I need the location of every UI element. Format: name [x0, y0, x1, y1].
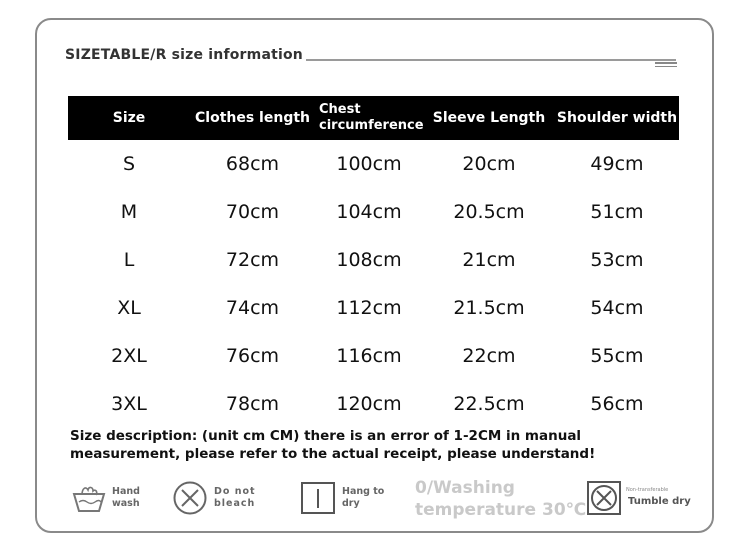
hang-dry-label-line1: Hang to [342, 486, 385, 497]
washing-temperature [415, 477, 586, 521]
no-bleach-label-line1: Do not [214, 486, 256, 497]
column-header-clothes-length: Clothes length [190, 96, 315, 140]
table-cell: 78cm [225, 393, 280, 415]
size-description: Size description: (unit cm CM) there is an error of 1-2CM in manual measurement, please refer to the actual receipt, please understand! [70, 428, 596, 462]
table-row [68, 188, 679, 236]
table-cell: 20.5cm [453, 201, 525, 223]
size-cell: XL [117, 297, 141, 319]
table-cell: 22.5cm [453, 393, 525, 415]
care-hand-wash [72, 478, 140, 518]
size-cell: 2XL [111, 345, 147, 367]
table-cell: 55cm [590, 345, 644, 367]
column-header-chest: Chest circumference [315, 96, 423, 140]
table-row [68, 284, 679, 332]
table-cell: 22cm [462, 345, 516, 367]
size-table [68, 96, 679, 428]
table-cell: 76cm [225, 345, 280, 367]
table-cell: 70cm [225, 201, 280, 223]
care-hang-dry [300, 478, 384, 518]
table-cell: 74cm [225, 297, 280, 319]
table-cell: 20cm [462, 153, 516, 175]
size-cell: S [122, 153, 136, 175]
column-header-sleeve-length: Sleeve Length [423, 96, 555, 140]
column-header-shoulder-width: Shoulder width [555, 96, 679, 140]
table-row [68, 332, 679, 380]
menu-lines-icon [655, 62, 677, 68]
no-bleach-icon [172, 480, 208, 516]
table-cell: 112cm [336, 297, 402, 319]
table-cell: 68cm [225, 153, 280, 175]
table-cell: 53cm [590, 249, 644, 271]
column-header-size: Size [68, 96, 190, 140]
table-cell: 51cm [590, 201, 644, 223]
size-cell: M [120, 201, 138, 223]
table-header-row [68, 96, 679, 140]
non-transferable-label: Non-transferable [626, 487, 669, 493]
table-cell: 49cm [590, 153, 644, 175]
table-cell: 21cm [462, 249, 516, 271]
table-cell: 116cm [336, 345, 402, 367]
care-no-bleach [172, 478, 256, 518]
hand-wash-label-line1: Hand [112, 486, 140, 497]
table-cell: 72cm [225, 249, 280, 271]
title-divider [306, 59, 676, 61]
size-cell: L [123, 249, 135, 271]
table-cell: 21.5cm [453, 297, 525, 319]
page-title: SIZETABLE/R size information [65, 47, 303, 63]
table-row [68, 380, 679, 428]
table-row [68, 236, 679, 284]
care-tumble-dry [586, 478, 622, 518]
hand-wash-icon [72, 482, 106, 514]
washing-temp-line1: 0/Washing [415, 478, 515, 498]
table-cell: 56cm [590, 393, 644, 415]
table-cell: 100cm [336, 153, 402, 175]
hang-dry-icon [300, 481, 336, 515]
table-row [68, 140, 679, 188]
table-cell: 108cm [336, 249, 402, 271]
hang-dry-label-line2: dry [342, 498, 360, 509]
hand-wash-label-line2: wash [112, 498, 140, 509]
size-cell: 3XL [111, 393, 147, 415]
table-cell: 120cm [336, 393, 402, 415]
washing-temp-line2: temperature 30℃ [415, 500, 587, 520]
table-cell: 104cm [336, 201, 402, 223]
no-tumble-dry-icon [586, 480, 622, 516]
table-cell: 54cm [590, 297, 644, 319]
tumble-dry-label: Tumble dry [628, 496, 691, 507]
no-bleach-label-line2: bleach [214, 498, 256, 509]
